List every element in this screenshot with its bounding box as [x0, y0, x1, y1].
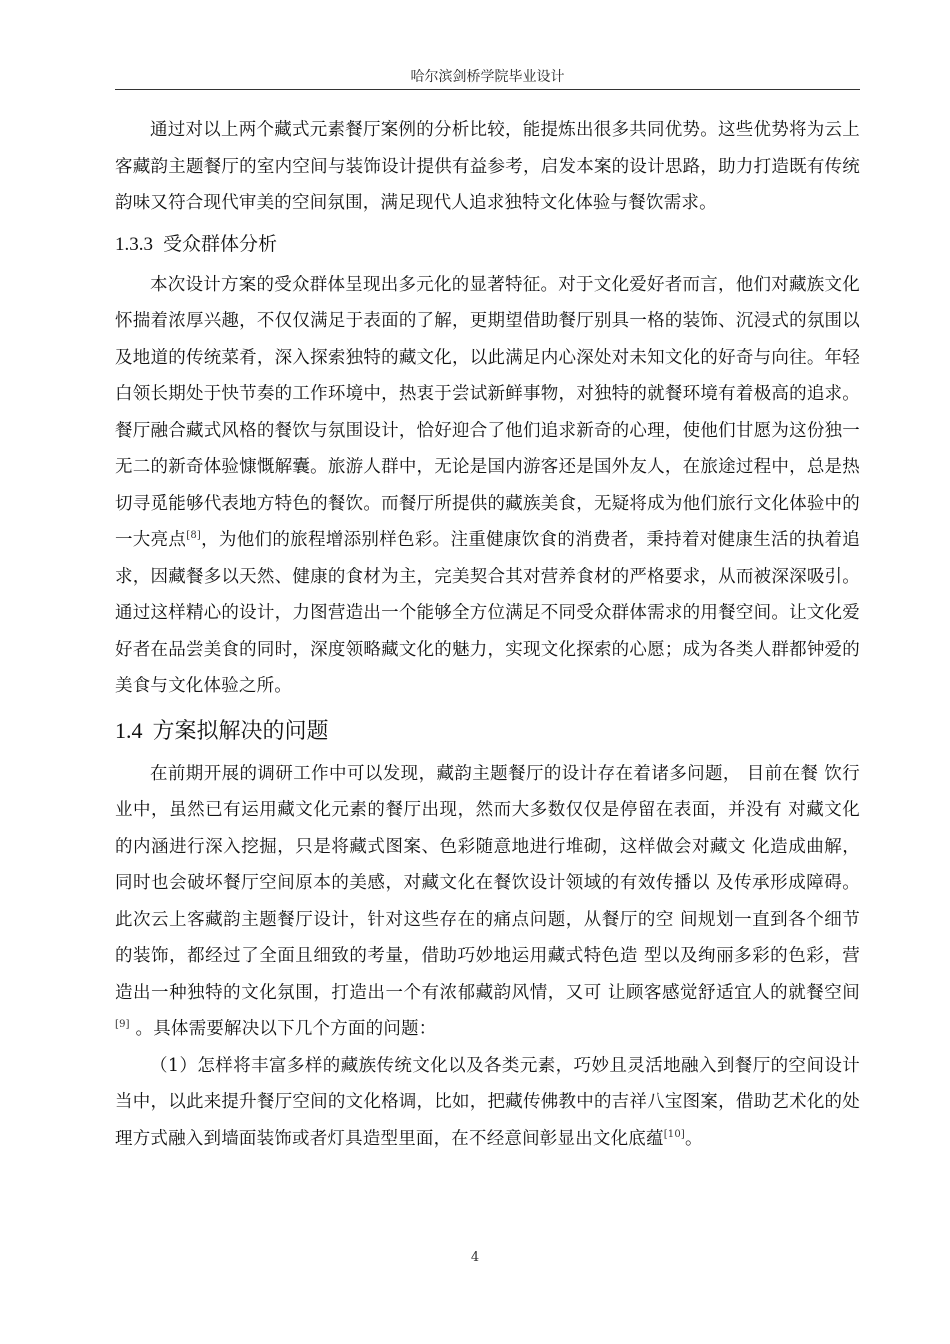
document-body [115, 112, 860, 1157]
paragraph-item-1 [115, 1048, 860, 1158]
section-heading-1-3-3 [115, 224, 860, 265]
citation-ref-10: [10] [663, 1128, 686, 1140]
section-number: 1.4 [115, 717, 143, 743]
paragraph-case-comparison: 通过对以上两个藏式元素餐厅案例的分析比较，能提炼出很多共同优势。这些优势将为云上客藏韵主题餐厅的室内空间与装饰设计提供有益参考，启发本案的设计思路，助力打造既有传统韵味又符合现代审美的空间氛围，满足现代人追求独特文化体验与餐饮需求。 [115, 120, 860, 213]
citation-ref-9: [9] [115, 1019, 130, 1031]
paragraph-text: 。 [685, 1128, 703, 1149]
citation-ref-8: [8] [186, 530, 202, 542]
section-number: 1.3.3 [115, 233, 153, 255]
paragraph-audience-analysis [115, 267, 860, 705]
paragraph-problems [115, 756, 860, 1048]
section-heading-1-4 [115, 709, 860, 754]
section-title: 受众群体分析 [163, 232, 278, 255]
paragraph-text: 。具体需要解决以下几个方面的问题： [129, 1019, 437, 1039]
paragraph-text: ，为他们的旅程增添别样色彩。注重健康饮食的消费者，秉持着对健康生活的执着追求，因藏餐多以天然、健康的食材为主，完美契合其对营养食材的严格要求，从而被深深吸引。通过这样精心的设计，力图营造出一个能够全方位满足不同受众群体需求的用餐空间。让文化爱好者在品尝美食的同时，深度领略藏文化的魅力，实现文化探索的心愿；成为各类人群都钟爱的美食与文化体验之所。 [115, 530, 860, 696]
paragraph-text: 本次设计方案的受众群体呈现出多元化的显著特征。对于文化爱好者而言，他们对藏族文化怀揣着浓厚兴趣，不仅仅满足于表面的了解，更期望借助餐厅别具一格的装饰、沉浸式的氛围以及地道的传统菜肴，深入探索独特的藏文化，以此满足内心深处对未知文化的好奇与向往。年轻白领长期处于快节奏的工作环境中，热衷于尝试新鲜事物，对独特的就餐环境有着极高的追求。餐厅融合藏式风格的餐饮与氛围设计，恰好迎合了他们追求新奇的心理，使他们甘愿为这份独一无二的新奇体验慷慨解囊。旅游人群中，无论是国内游客还是国外友人，在旅途过程中，总是热切寻觅能够代表地方特色的餐饮。而餐厅所提供的藏族美食，无疑将成为他们旅行文化体验中的一大亮点 [115, 274, 860, 550]
page-number: 4 [470, 1250, 480, 1265]
running-header: 哈尔滨剑桥学院毕业设计 [410, 69, 565, 85]
section-title: 方案拟解决的问题 [152, 718, 329, 744]
paragraph-text: 在前期开展的调研工作中可以发现，藏韵主题餐厅的设计存在着诸多问题， 目前在餐 饮行业中，虽然已有运用藏文化元素的餐厅出现，然而大多数仅仅是停留在表面，并没有 对藏文化的内涵进行深入挖掘，只是将藏式图案、色彩随意地进行堆砌，这样做会对藏文 化造成曲解，同时也会破坏餐厅空间原本的美感，对藏文化在餐饮设计领域的有效传播以 及传承形成障碍。此次云上客藏韵主题餐厅设计，针对这些存在的痛点问题，从餐厅的空 间规划一直到各个细节的装饰，都经过了全面且细致的考量，借助巧妙地运用藏式特色造 型以及绚丽多彩的色彩，营造出一种独特的文化氛围，打造出一个有浓郁藏韵风情，又可 让顾客感觉舒适宜人的就餐空间 [115, 763, 860, 1003]
header-divider [115, 89, 860, 90]
paragraph-text: （1）怎样将丰富多样的藏族传统文化以及各类元素，巧妙且灵活地融入到餐厅的空间设计当中，以此来提升餐厅空间的文化格调，比如，把藏传佛教中的吉祥八宝图案，借助艺术化的处理方式融入到墙面装饰或者灯具造型里面，在不经意间彰显出文化底蕴 [115, 1055, 860, 1149]
